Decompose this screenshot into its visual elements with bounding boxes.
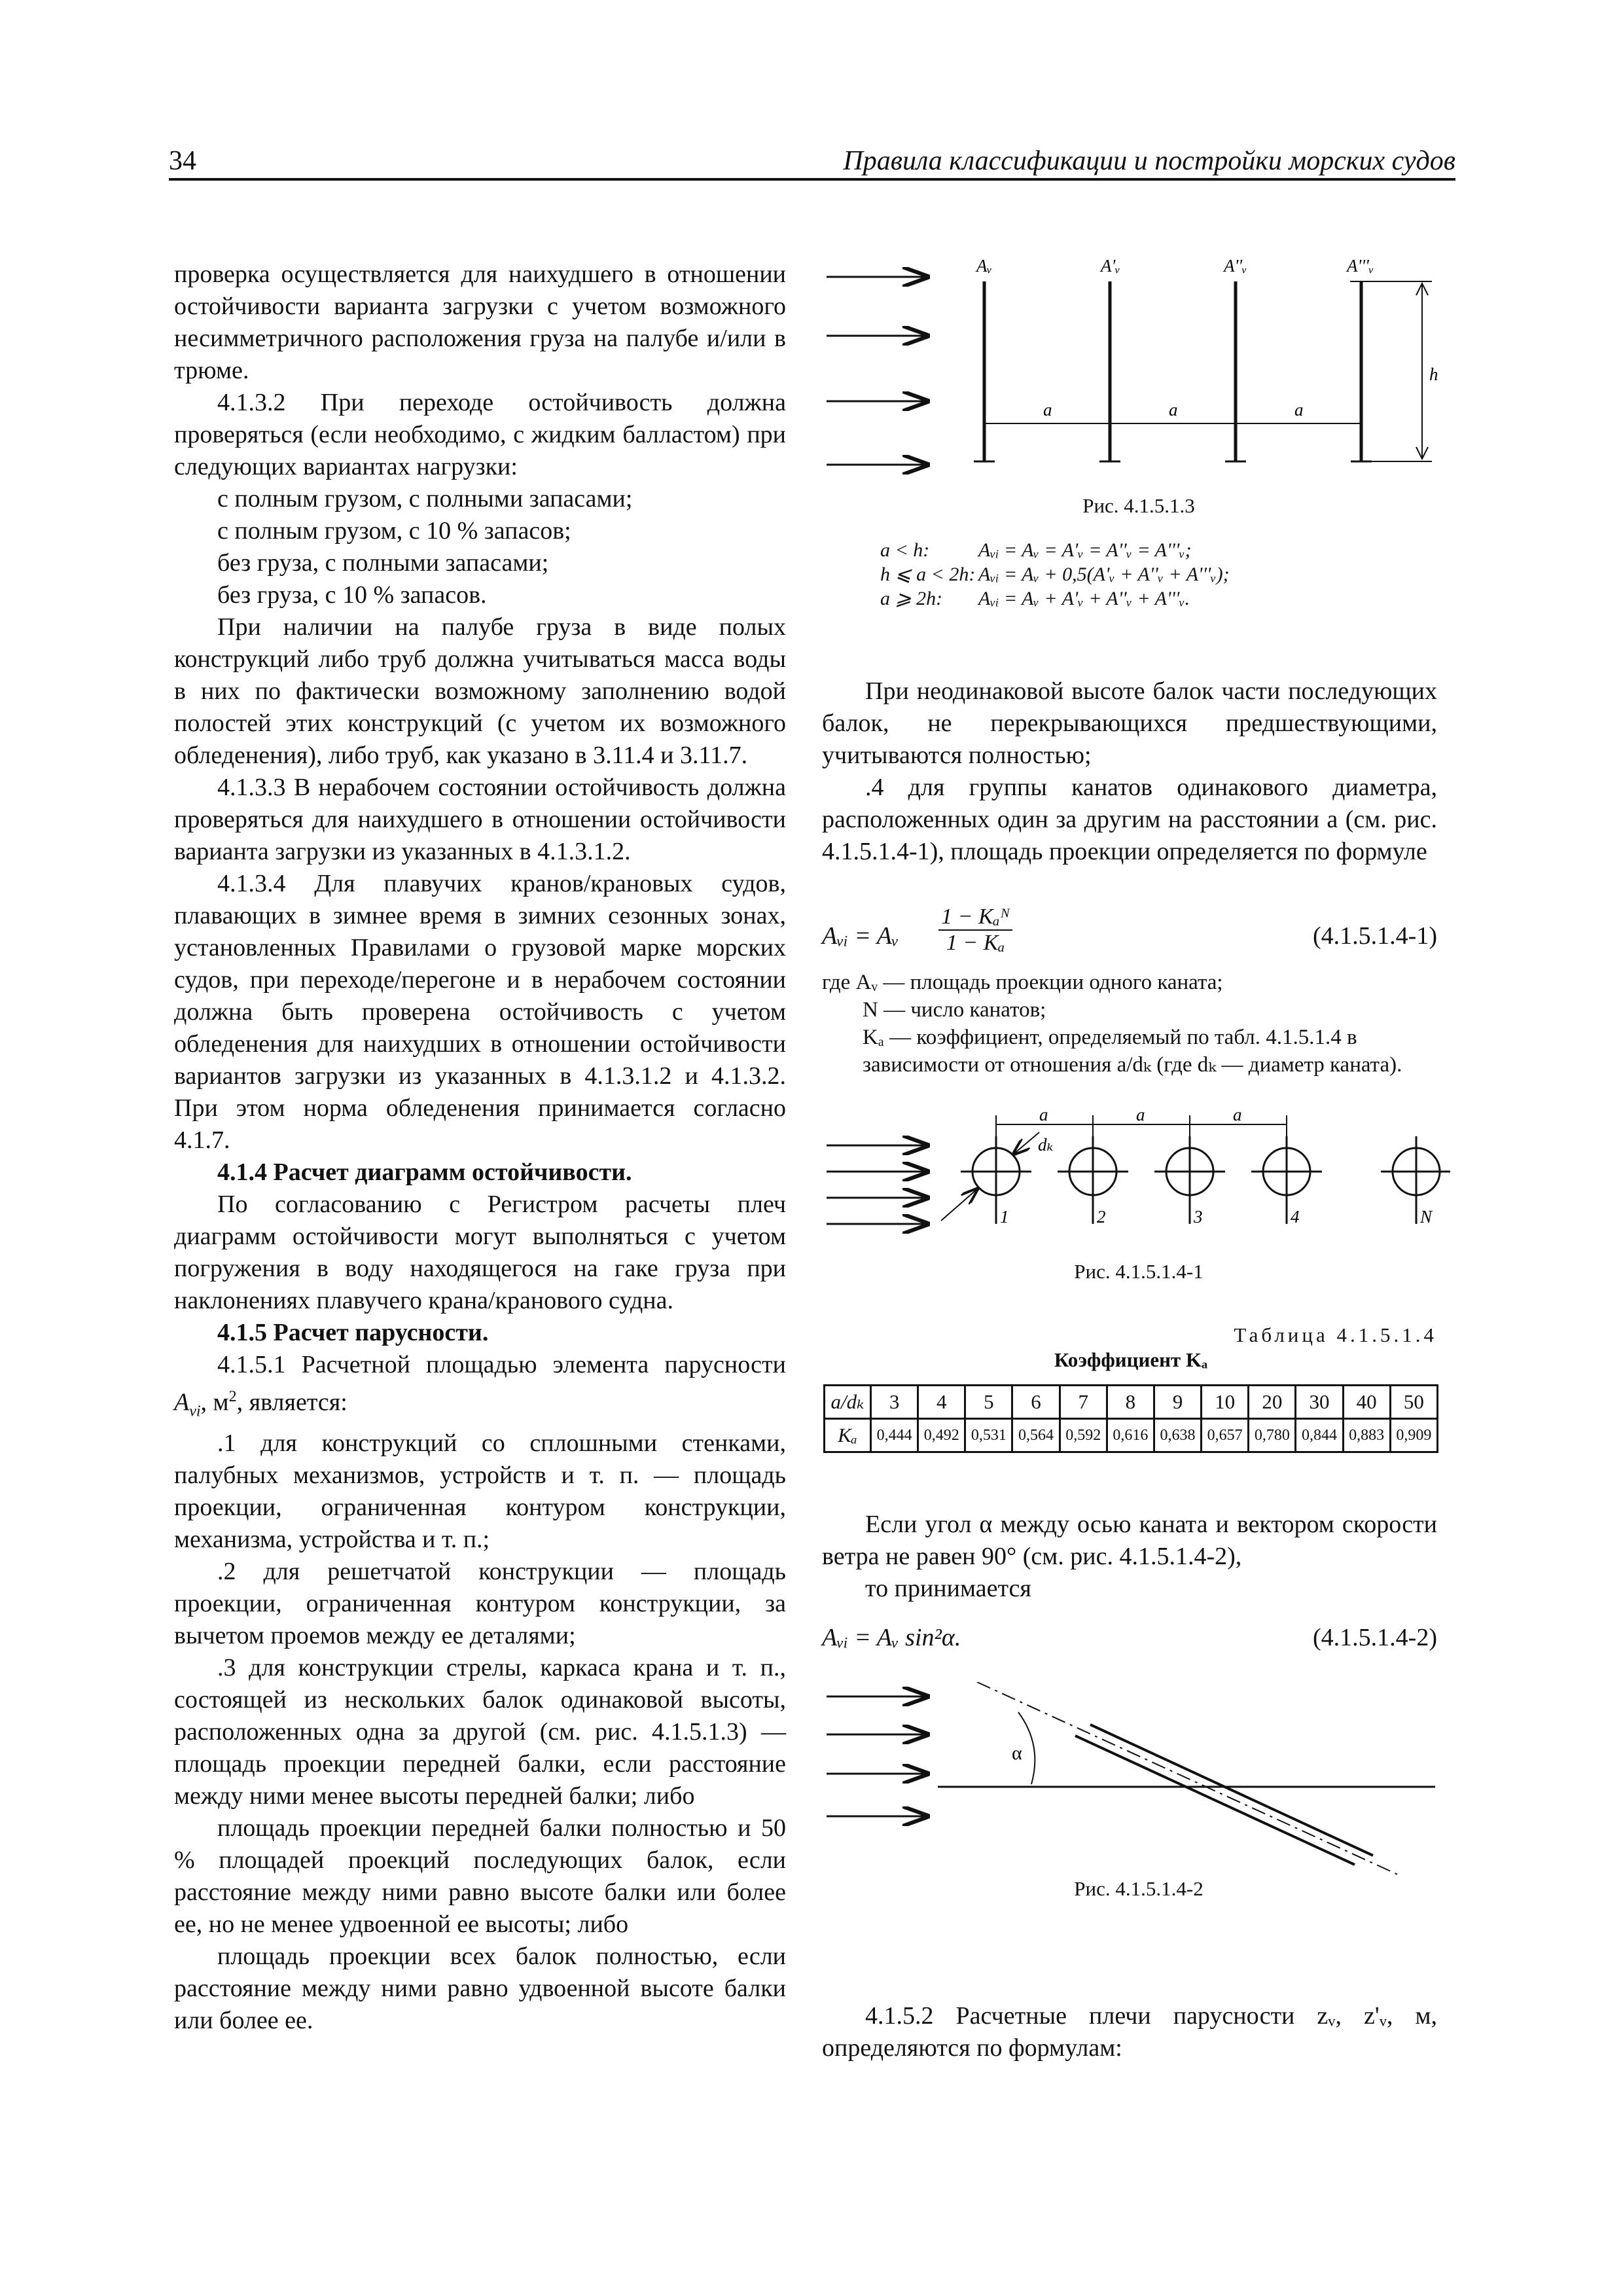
table-row: Kₐ 0,444 0,492 0,531 0,564 0,592 0,616 0,638 0,657 0,780 0,844 0,883 0,909 — [825, 1419, 1438, 1452]
left-column — [174, 259, 786, 2037]
paragraph: площадь проекции передней балки полностью и 50 % площадей проекций последующих балок, если расстояние между ними равно высоте балки или более ее, но не менее удвоенной ее высоты; либо — [174, 1814, 786, 1939]
rope-number: 4 — [1291, 1207, 1300, 1227]
paragraph: 4.1.3.3 В нерабочем состоянии остойчивость должна проверяться для наихудшего в отношении остойчивости варианта загрузки из указанных в 4.1.3.1.2. — [174, 774, 786, 865]
beam-label: A''ᵥ — [1224, 256, 1247, 276]
paragraph: то принимается — [865, 1575, 1031, 1602]
right-column-mid — [822, 1509, 1437, 1605]
formula-legend: где Aᵥ — площадь проекции одного каната; N — число канатов; Kₐ — коэффициент, определяемый по табл. 4.1.5.1.4 в зависимости от отношения a/dₖ (где dₖ — диаметр каната). — [822, 971, 1402, 1077]
paragraph: При неодинаковой высоте балок части последующих балок, не перекрывающихся предшествующими, учитываются полностью; — [822, 677, 1437, 769]
rope-number: 3 — [1194, 1207, 1203, 1227]
angle-alpha: α — [1012, 1742, 1022, 1764]
section-heading-4-1-5: 4.1.5 Расчет парусности. — [217, 1319, 489, 1346]
paragraph: При наличии на палубе груза в виде полых конструкций либо труб должна учитываться масса воды в них по фактически возможному заполнению водой полостей этих конструкций (с учетом их возможного обледенения), либо труб, как указано в 3.11.4 и 3.11.7. — [174, 613, 786, 769]
figure-beams — [823, 252, 1452, 514]
dim-a: a — [1233, 1106, 1242, 1124]
list-item: с полным грузом, с 10 % запасов; — [217, 517, 571, 545]
figure-ropes — [823, 1106, 1452, 1250]
beam-label: A'ᵥ — [1101, 256, 1120, 276]
rope-number: 2 — [1097, 1207, 1106, 1227]
dim-a: a — [1043, 400, 1052, 420]
list-item: .1 для конструкций со сплошными стенками, палубных механизмов, устройств и т. п. — площадь проекции, ограниченная контуром конструкции, механизма, устройства и т. п.; — [174, 1429, 786, 1554]
figure-caption: Рис. 4.1.5.1.4-2 — [1074, 1877, 1204, 1900]
dim-a: a — [1294, 400, 1304, 420]
paragraph: По согласованию с Регистром расчеты плеч диаграмм остойчивости могут выполняться с учетом погружения в воду находящегося на гаке груза при наклонениях плавучего крана/кранового судна. — [174, 1191, 786, 1314]
table-title: Коэффициент Kₐ — [1054, 1348, 1208, 1371]
beam-label: A'''ᵥ — [1347, 256, 1374, 276]
figure-rope-angle — [823, 1682, 1452, 1878]
paragraph: .4 для группы канатов одинакового диаметра, расположенных один за другим на расстоянии a (см. рис. 4.1.5.1.4-1), площадь проекции определяется по формуле — [822, 774, 1437, 865]
dim-a: a — [1039, 1106, 1048, 1124]
dim-dk: dₖ — [1038, 1135, 1054, 1155]
paragraph: Если угол α между осью каната и вектором скорости ветра не равен 90° (см. рис. 4.1.5.1.4-2), — [822, 1511, 1437, 1570]
list-item: без груза, с полными запасами; — [217, 549, 549, 577]
rope-number: N — [1420, 1207, 1433, 1227]
list-item: .3 для конструкции стрелы, каркаса крана и т. п., состоящей из нескольких балок одинаковой высоты, расположенных одна за другой (см. рис. 4.1.5.1.3) — площадь проекции передней балки, если расстояние между ними менее высоты передней балки; либо — [174, 1654, 786, 1810]
header-rule — [169, 178, 1455, 181]
paragraph: 4.1.5.2 Расчетные плечи парусности zᵥ, z'ᵥ, м, определяются по формулам: — [822, 2002, 1437, 2062]
dim-a: a — [1136, 1106, 1145, 1124]
rope-number: 1 — [1000, 1207, 1009, 1227]
paragraph: 4.1.3.4 Для плавучих кранов/крановых судов, плавающих в зимнее время в зимних сезонных зонах, установленных Правилами о грузовой марке морских судов, при переходе/перегоне и в нерабочем состоянии должна быть проверена остойчивость с учетом обледенения для наихудших в отношении остойчивости вариантов загрузки из указанных в 4.1.3.1.2 и 4.1.3.2. При этом норма обледенения принимается согласно 4.1.7. — [174, 870, 786, 1154]
page-number: 34 — [169, 146, 196, 176]
dim-a: a — [1169, 400, 1178, 420]
paragraph: проверка осуществляется для наихудшего в отношении остойчивости варианта загрузки с учетом возможного несимметричного расположения груза на палубе и/или в трюме. — [174, 260, 786, 384]
right-column-bottom — [822, 2000, 1437, 2064]
paragraph: площадь проекции всех балок полностью, если расстояние между ними равно удвоенной высоте балки или более ее. — [174, 1943, 786, 2035]
dim-h: h — [1429, 365, 1438, 384]
figure-caption: Рис. 4.1.5.1.3 — [1082, 494, 1195, 517]
list-item: без груза, с 10 % запасов. — [217, 581, 487, 609]
paragraph: 4.1.3.2 При переходе остойчивость должна проверяться (если необходимо, с жидким балластом) при следующих вариантах нагрузки: — [174, 389, 786, 480]
figure-caption: Рис. 4.1.5.1.4-1 — [1074, 1260, 1204, 1283]
right-column-top — [822, 675, 1437, 868]
formula-1: Aᵥᵢ = Aᵥ 1 − Kₐᴺ 1 − Kₐ (4.1.5.1.4-1) — [822, 905, 1437, 955]
beam-label: Aᵥ — [976, 256, 993, 276]
paragraph: 4.1.5.1 Расчетной площадью элемента парусности $A_{vi}$, $м^2$, является: — [174, 1351, 786, 1420]
table-label: Таблица 4.1.5.1.4 — [1234, 1323, 1437, 1346]
list-item: .2 для решетчатой конструкции — площадь проекции, ограниченная контуром конструкции, за вычетом проемов между ее деталями; — [174, 1558, 786, 1650]
formula-2: Aᵥᵢ = Aᵥ sin²α. (4.1.5.1.4-2) — [822, 1624, 1437, 1651]
beam-conditions: a < h: Aᵥᵢ = Aᵥ = A'ᵥ = A''ᵥ = A'''ᵥ; h ⩽ a < 2h: Aᵥᵢ = Aᵥ + 0,5(A'ᵥ + A''ᵥ + A'''ᵥ); a ⩾ 2h: Aᵥᵢ = Aᵥ + A'ᵥ + A''ᵥ + A'''ᵥ. — [880, 539, 1230, 609]
table-row: a/dₖ 3 4 5 6 7 8 9 10 20 30 40 50 — [825, 1386, 1438, 1419]
section-heading-4-1-4: 4.1.4 Расчет диаграмм остойчивости. — [217, 1158, 632, 1186]
running-title: Правила классификации и постройки морских судов — [843, 146, 1455, 176]
ka-table — [823, 1384, 1438, 1453]
list-item: с полным грузом, с полными запасами; — [217, 485, 633, 512]
